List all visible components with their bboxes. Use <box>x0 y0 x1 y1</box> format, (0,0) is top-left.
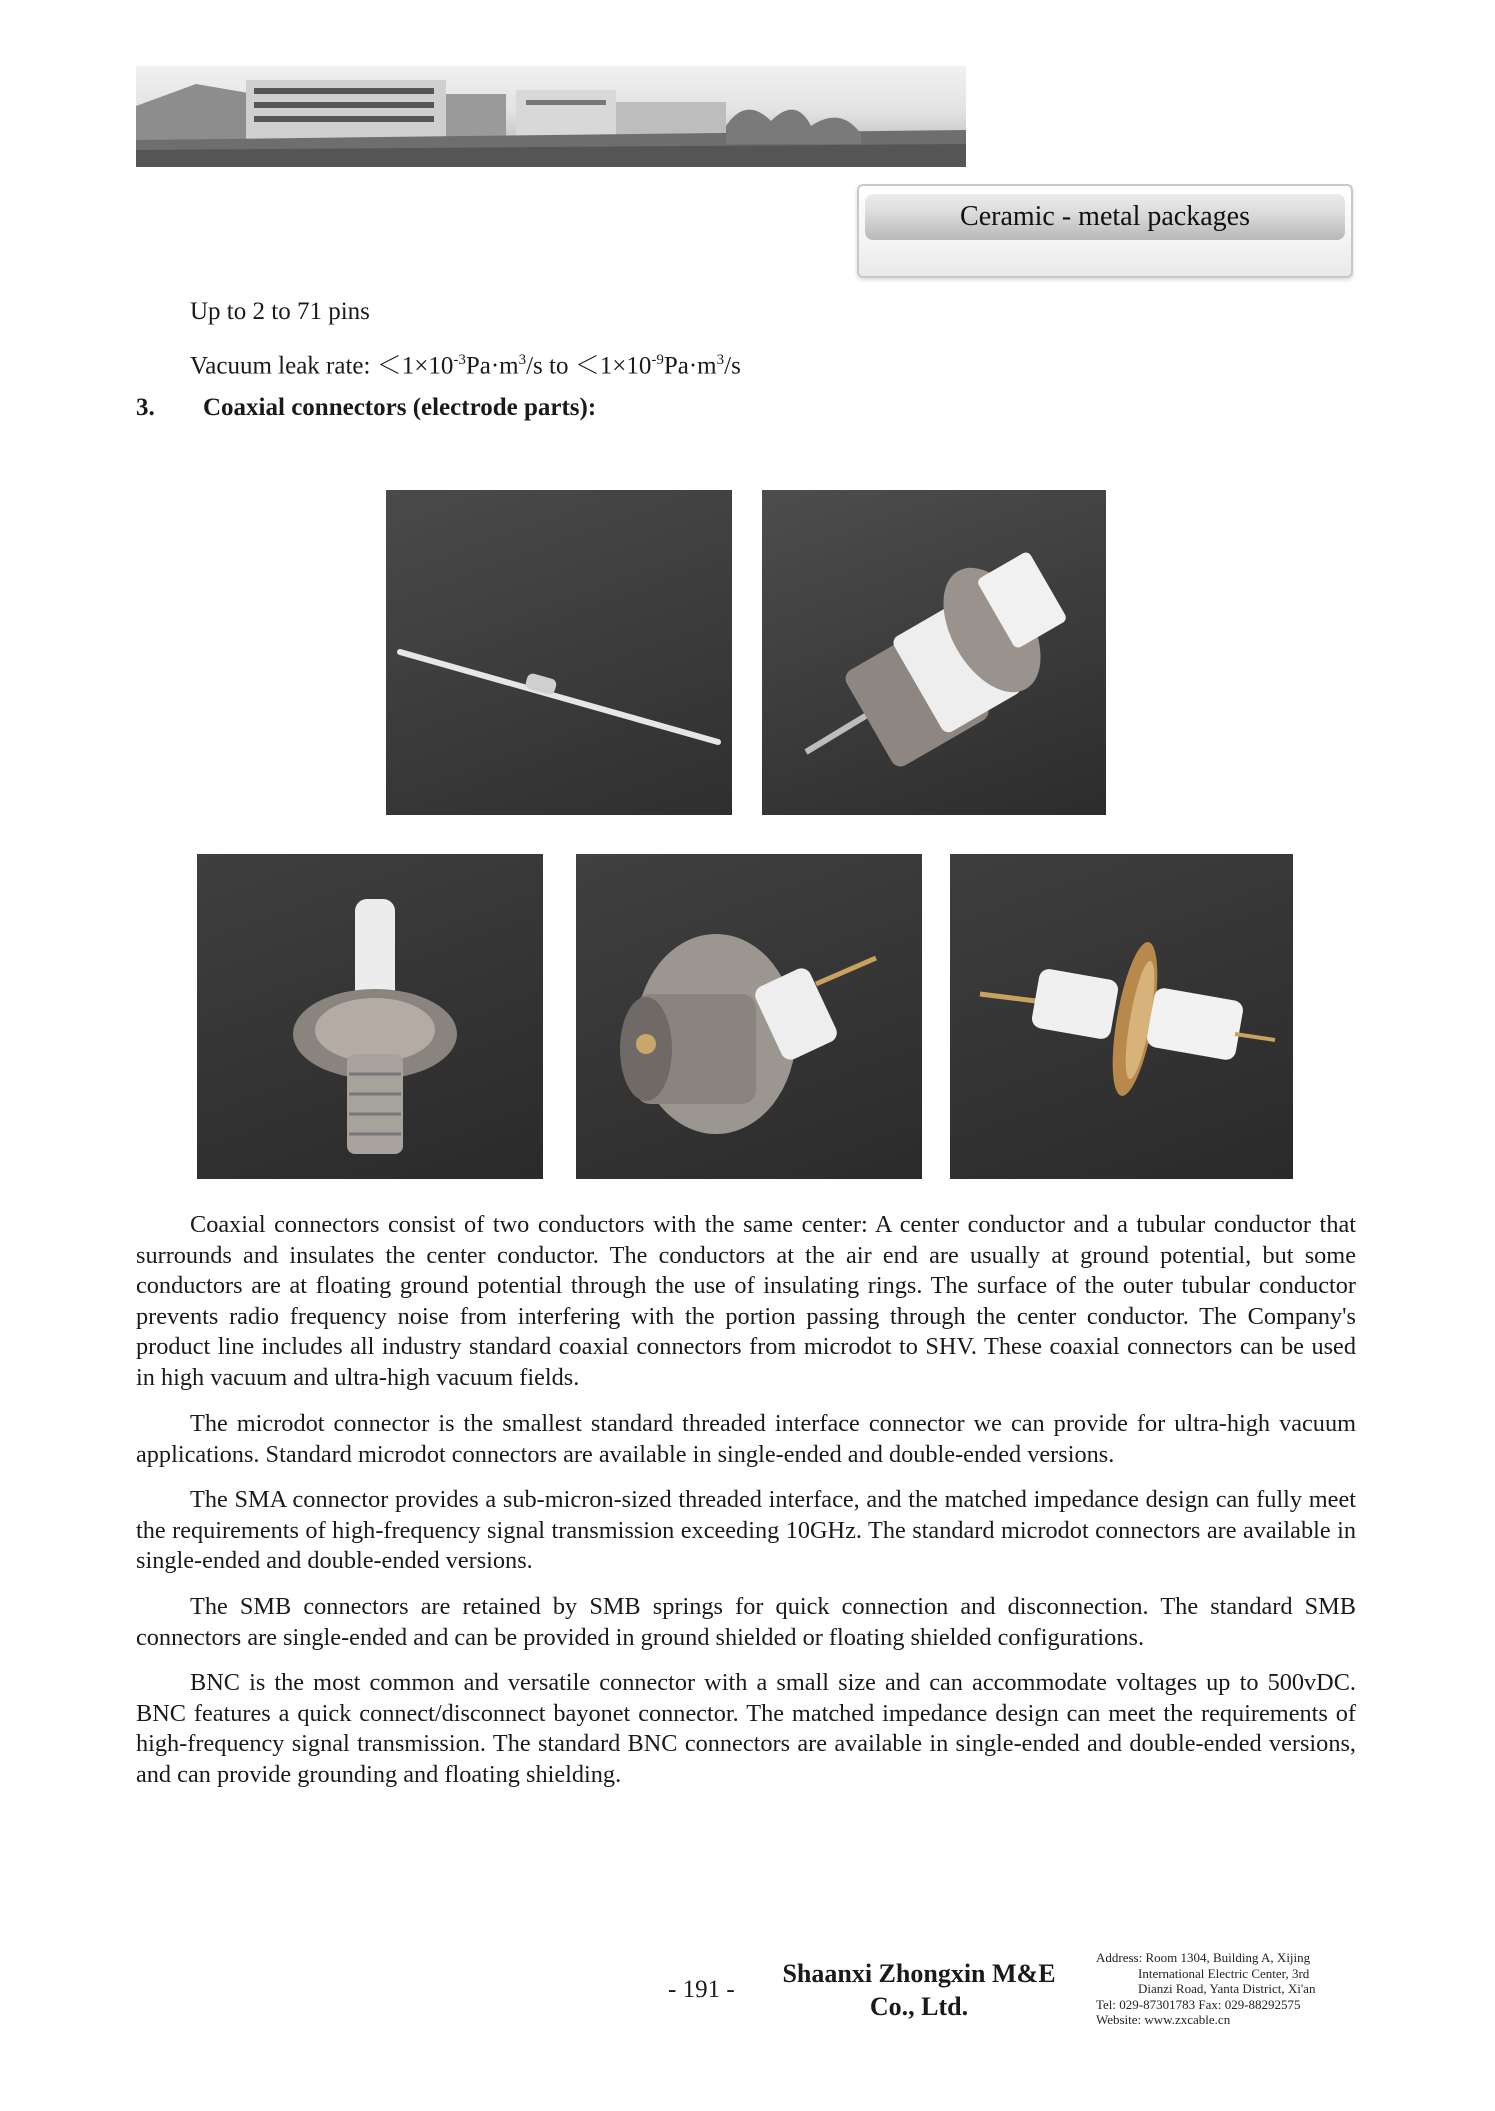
leak-rate-mid: /s to ＜1×10 <box>526 352 652 380</box>
paragraph-microdot: The microdot connector is the smallest standard threaded interface connector we can provide for ultra-high vacuum applications. Standard microdot connectors are available in single-ended and double-ended versions. <box>136 1410 1356 1468</box>
ceramic-feedthrough-photo <box>762 490 1106 815</box>
leak-rate-prefix: Vacuum leak rate: ＜1×10 <box>190 352 454 380</box>
contact-line: Tel: 029-87301783 Fax: 029-88292575 <box>1096 1996 1301 2012</box>
address-line: Dianzi Road, Yanta District, Xi'an <box>1138 1981 1316 1996</box>
website-line: Website: www.zxcable.cn <box>1096 2012 1231 2027</box>
section-tab <box>857 184 1353 278</box>
flanged-connector-icon <box>576 854 922 1179</box>
ceramic-cylinder-connector-icon <box>762 490 1106 815</box>
leak-rate-exponent-2: -9 <box>651 352 664 368</box>
section-title: Ceramic - metal packages <box>865 194 1345 240</box>
flanged-bnc-photo <box>576 854 922 1179</box>
double-ended-connector-icon <box>950 854 1293 1179</box>
threaded-connector-icon <box>197 854 543 1179</box>
leak-rate-unit-power-2: 3 <box>716 352 725 368</box>
paragraph-bnc: BNC is the most common and versatile connector with a small size and can accommodate voltages up to 500vDC. BNC features a quick connect/disconnect bayonet connector. The matched impedance design can meet the requirements of high-frequency signal transmission. The standard BNC connectors are available in single-ended and double-ended versions, and can provide grounding and floating shielding. <box>136 1669 1356 1788</box>
company-name-line-2: Co., Ltd. <box>869 1992 969 2021</box>
section-heading: Coaxial connectors (electrode parts): <box>203 394 597 421</box>
leak-rate-spec <box>190 345 741 381</box>
leak-rate-unit-2: Pa·m <box>663 352 717 380</box>
pins-spec: Up to 2 to 71 pins <box>190 298 370 325</box>
paragraph-coaxial-intro: Coaxial connectors consist of two conductors with the same center: A center conductor and a tubular conductor that surrounds and insulates the center conductor. The conductors at the air end are usually at ground potential, but some conductors are at floating ground potential through the use of insulating rings. The surface of the outer tubular conductor prevents radio frequency noise from interfering with the portion passing through the center conductor. The Company's product line includes all industry standard coaxial connectors from microdot to SHV. These coaxial connectors can be used in high vacuum and ultra-high vacuum fields. <box>136 1211 1356 1391</box>
company-address <box>1096 1950 1332 2028</box>
leak-rate-unit-power-1: 3 <box>518 352 527 368</box>
page-number: - 191 - <box>668 1976 735 2003</box>
address-line: Address: Room 1304, Building A, Xijing <box>1096 1950 1311 1965</box>
leak-rate-exponent-1: -3 <box>453 352 466 368</box>
microdot-pin-photo <box>386 490 732 815</box>
threaded-connector-photo <box>197 854 543 1179</box>
company-name <box>774 1957 1064 2023</box>
leak-rate-unit-1: Pa·m <box>465 352 519 380</box>
address-line: International Electric Center, 3rd <box>1138 1965 1310 1981</box>
company-name-line-1: Shaanxi Zhongxin M&E <box>782 1959 1056 1988</box>
paragraph-smb: The SMB connectors are retained by SMB springs for quick connection and disconnection. The standard SMB connectors are single-ended and can be provided in ground shielded or floating shielded configurations. <box>136 1593 1356 1651</box>
thin-pin-connector-icon <box>386 490 732 815</box>
leak-rate-suffix: /s <box>724 352 741 380</box>
paragraph-sma: The SMA connector provides a sub-micron-sized threaded interface, and the matched impedance design can fully meet the requirements of high-frequency signal transmission exceeding 10GHz. The standard microdot connectors are available in single-ended and double-ended versions. <box>136 1486 1356 1574</box>
header-banner-image <box>136 66 966 167</box>
section-number: 3. <box>136 394 155 421</box>
double-ended-photo <box>950 854 1293 1179</box>
